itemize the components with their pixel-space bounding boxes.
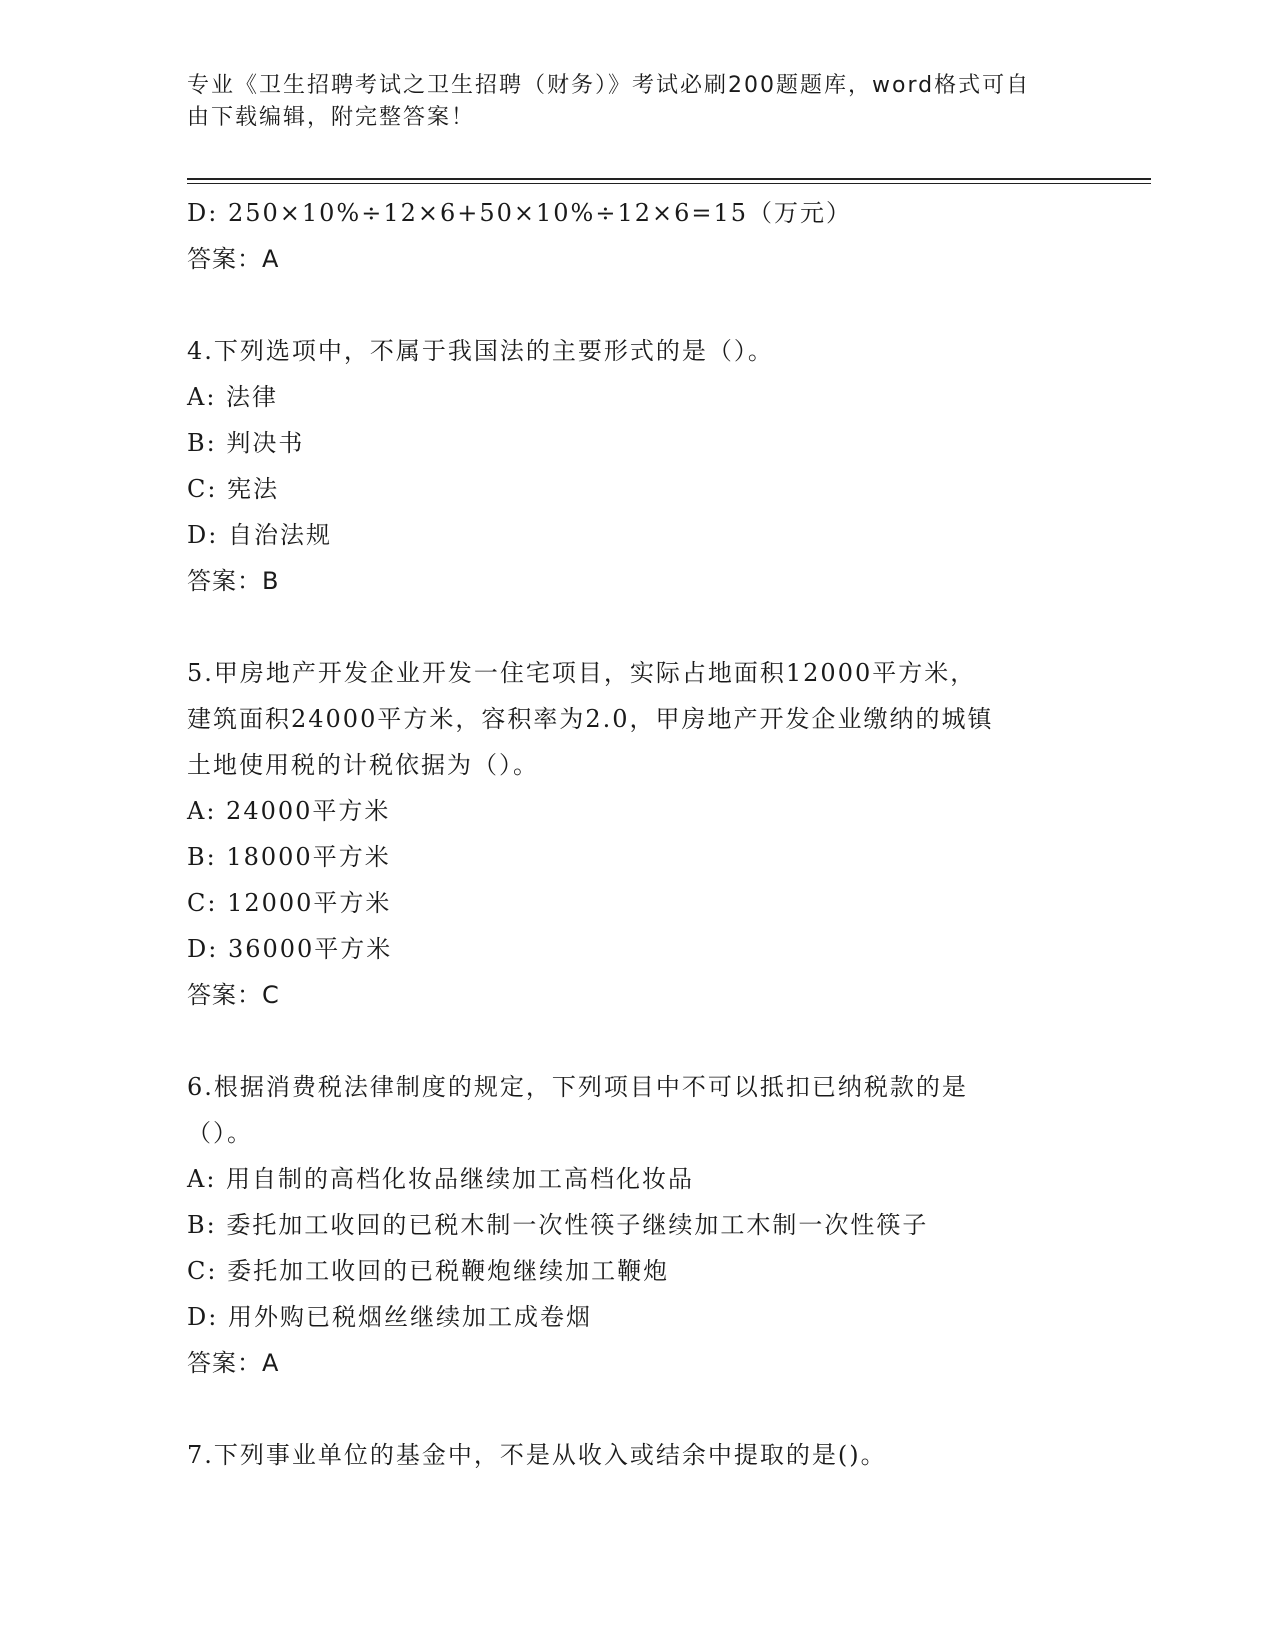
question-4-text: 4.下列选项中，不属于我国法的主要形式的是（）。	[187, 337, 774, 365]
header-rule-thick	[187, 178, 1151, 180]
question-4	[187, 328, 1147, 604]
spacer	[187, 1018, 1147, 1064]
question-4-option-a: A: 法律	[187, 383, 279, 411]
question-5-text-line-1: 5.甲房地产开发企业开发一住宅项目，实际占地面积12000平方米，	[187, 659, 977, 687]
prev-answer: 答案：A	[187, 245, 280, 273]
question-4-option-c: C: 宪法	[187, 475, 280, 503]
question-7-text: 7.下列事业单位的基金中，不是从收入或结余中提取的是()。	[187, 1441, 887, 1469]
question-6-option-d: D: 用外购已税烟丝继续加工成卷烟	[187, 1303, 592, 1331]
question-5-text-line-3: 土地使用税的计税依据为（）。	[187, 751, 539, 779]
prev-option-d: D: 250×10%÷12×6+50×10%÷12×6=15（万元）	[187, 199, 853, 227]
question-6-text-line-1: 6.根据消费税法律制度的规定，下列项目中不可以抵扣已纳税款的是	[187, 1073, 968, 1101]
spacer	[187, 1386, 1147, 1432]
header-line-2: 由下载编辑，附完整答案！	[187, 105, 476, 130]
question-5-option-d: D: 36000平方米	[187, 935, 393, 963]
question-5-answer: 答案：C	[187, 981, 280, 1009]
question-5	[187, 650, 1147, 1018]
question-4-option-d: D: 自治法规	[187, 521, 332, 549]
header-rule-thin	[187, 183, 1151, 184]
question-4-answer: 答案：B	[187, 567, 280, 595]
question-6-option-b: B: 委托加工收回的已税木制一次性筷子继续加工木制一次性筷子	[187, 1211, 929, 1239]
question-4-option-b: B: 判决书	[187, 429, 305, 457]
question-6-answer: 答案：A	[187, 1349, 280, 1377]
header-line-1: 专业《卫生招聘考试之卫生招聘（财务）》考试必刷200题题库，word格式可自	[187, 73, 1031, 98]
question-6-option-a: A: 用自制的高档化妆品继续加工高档化妆品	[187, 1165, 695, 1193]
question-5-text-line-2: 建筑面积24000平方米，容积率为2.0，甲房地产开发企业缴纳的城镇	[187, 705, 994, 733]
question-6-text-line-2: （）。	[187, 1119, 253, 1147]
question-7	[187, 1432, 1147, 1478]
document-body	[187, 190, 1147, 1478]
question-6-option-c: C: 委托加工收回的已税鞭炮继续加工鞭炮	[187, 1257, 670, 1285]
question-5-option-b: B: 18000平方米	[187, 843, 391, 871]
spacer	[187, 282, 1147, 328]
document-header	[187, 70, 1067, 134]
question-6	[187, 1064, 1147, 1386]
question-5-option-c: C: 12000平方米	[187, 889, 392, 917]
question-5-option-a: A: 24000平方米	[187, 797, 391, 825]
spacer	[187, 604, 1147, 650]
